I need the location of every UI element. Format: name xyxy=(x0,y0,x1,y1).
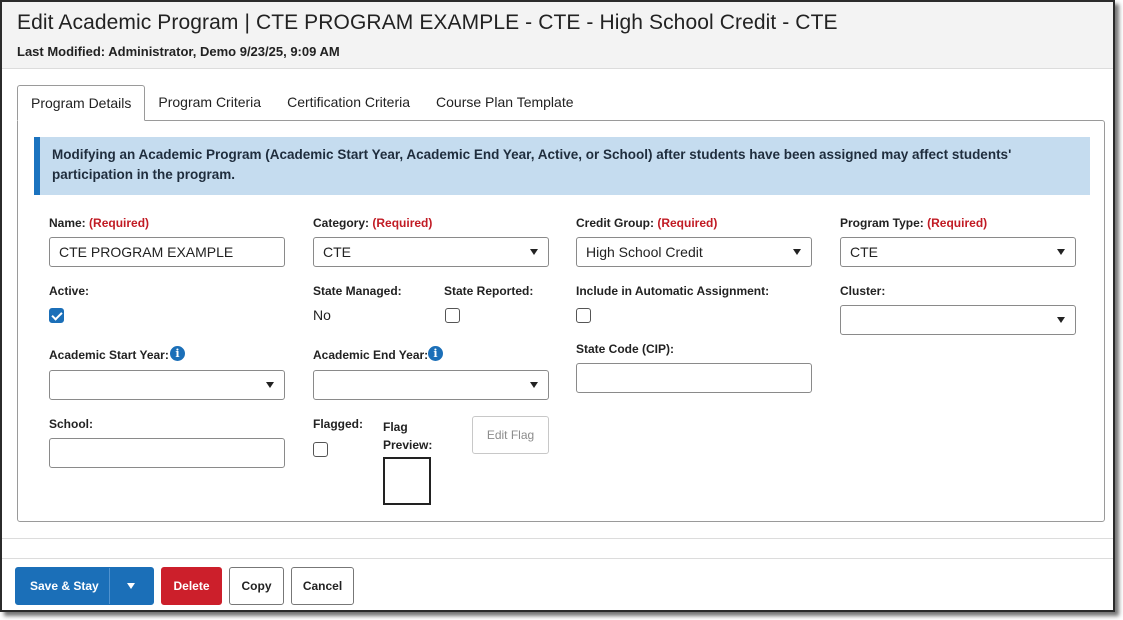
tab-certification-criteria[interactable]: Certification Criteria xyxy=(287,94,411,110)
save-stay-button[interactable] xyxy=(15,567,154,605)
state-managed-label: State Managed: xyxy=(313,284,402,298)
chevron-down-icon xyxy=(1057,249,1065,255)
flag-preview-label-line1: Flag xyxy=(383,420,408,434)
name-label-text: Name: xyxy=(49,216,86,230)
flag-preview-label xyxy=(383,418,432,454)
page-header xyxy=(2,2,1113,69)
credit-group-label-text: Credit Group: xyxy=(576,216,654,230)
include-auto-label: Include in Automatic Assignment: xyxy=(576,284,770,298)
program-type-value: CTE xyxy=(850,244,878,260)
last-modified-value: Administrator, Demo 9/23/25, 9:09 AM xyxy=(108,44,340,59)
info-icon[interactable]: i xyxy=(428,346,443,361)
active-label: Active: xyxy=(49,284,90,298)
name-input[interactable] xyxy=(49,237,285,267)
chevron-down-icon xyxy=(793,249,801,255)
program-details-panel xyxy=(17,120,1105,522)
flagged-checkbox[interactable] xyxy=(313,442,328,457)
name-required: (Required) xyxy=(89,216,150,230)
footer-divider xyxy=(2,558,1113,559)
flagged-label: Flagged: xyxy=(313,417,363,431)
category-label xyxy=(313,216,432,230)
category-select[interactable] xyxy=(313,237,549,267)
active-checkbox[interactable] xyxy=(49,308,64,323)
chevron-down-icon[interactable] xyxy=(127,583,135,589)
program-type-label xyxy=(840,216,987,230)
tab-program-details[interactable]: Program Details xyxy=(17,85,145,121)
credit-group-required: (Required) xyxy=(657,216,718,230)
state-managed-value: No xyxy=(313,307,331,323)
credit-group-label xyxy=(576,216,717,230)
credit-group-value: High School Credit xyxy=(586,244,703,260)
chevron-down-icon xyxy=(530,382,538,388)
state-reported-checkbox[interactable] xyxy=(445,308,460,323)
chevron-down-icon xyxy=(530,249,538,255)
state-code-input[interactable] xyxy=(576,363,812,393)
school-label: School: xyxy=(49,417,93,431)
info-icon[interactable]: i xyxy=(170,346,185,361)
page-title: Edit Academic Program | CTE PROGRAM EXAMPLE - CTE - High School Credit - CTE xyxy=(17,11,838,34)
program-type-label-text: Program Type: xyxy=(840,216,924,230)
edit-flag-button[interactable]: Edit Flag xyxy=(472,416,549,454)
flag-preview-box xyxy=(383,457,431,505)
category-value: CTE xyxy=(323,244,351,260)
state-reported-label: State Reported: xyxy=(444,284,534,298)
program-type-required: (Required) xyxy=(927,216,988,230)
copy-button[interactable]: Copy xyxy=(229,567,284,605)
tab-bar xyxy=(17,85,587,121)
end-year-select[interactable] xyxy=(313,370,549,400)
category-required: (Required) xyxy=(372,216,433,230)
end-year-label: Academic End Year: xyxy=(313,348,429,362)
include-auto-checkbox[interactable] xyxy=(576,308,591,323)
program-type-select[interactable] xyxy=(840,237,1076,267)
state-code-label: State Code (CIP): xyxy=(576,342,675,356)
name-label xyxy=(49,216,149,230)
school-input[interactable] xyxy=(49,438,285,468)
start-year-select[interactable] xyxy=(49,370,285,400)
tab-course-plan-template[interactable]: Course Plan Template xyxy=(436,94,574,110)
start-year-label: Academic Start Year: xyxy=(49,348,169,362)
cluster-label: Cluster: xyxy=(840,284,886,298)
credit-group-select[interactable] xyxy=(576,237,812,267)
warning-banner: Modifying an Academic Program (Academic Start Year, Academic End Year, Active, or School) after students have been assigned may affect students' participation in the program. xyxy=(34,137,1090,195)
chevron-down-icon xyxy=(266,382,274,388)
split-divider xyxy=(109,568,110,604)
delete-button[interactable]: Delete xyxy=(161,567,222,605)
cancel-button[interactable]: Cancel xyxy=(291,567,354,605)
chevron-down-icon xyxy=(1057,317,1065,323)
tab-program-criteria[interactable]: Program Criteria xyxy=(158,94,262,110)
last-modified xyxy=(17,44,340,59)
flag-preview-label-line2: Preview: xyxy=(383,438,433,452)
footer-divider xyxy=(2,538,1113,539)
cluster-select[interactable] xyxy=(840,305,1076,335)
last-modified-label: Last Modified: xyxy=(17,44,106,59)
category-label-text: Category: xyxy=(313,216,370,230)
save-stay-label: Save & Stay xyxy=(30,579,99,593)
